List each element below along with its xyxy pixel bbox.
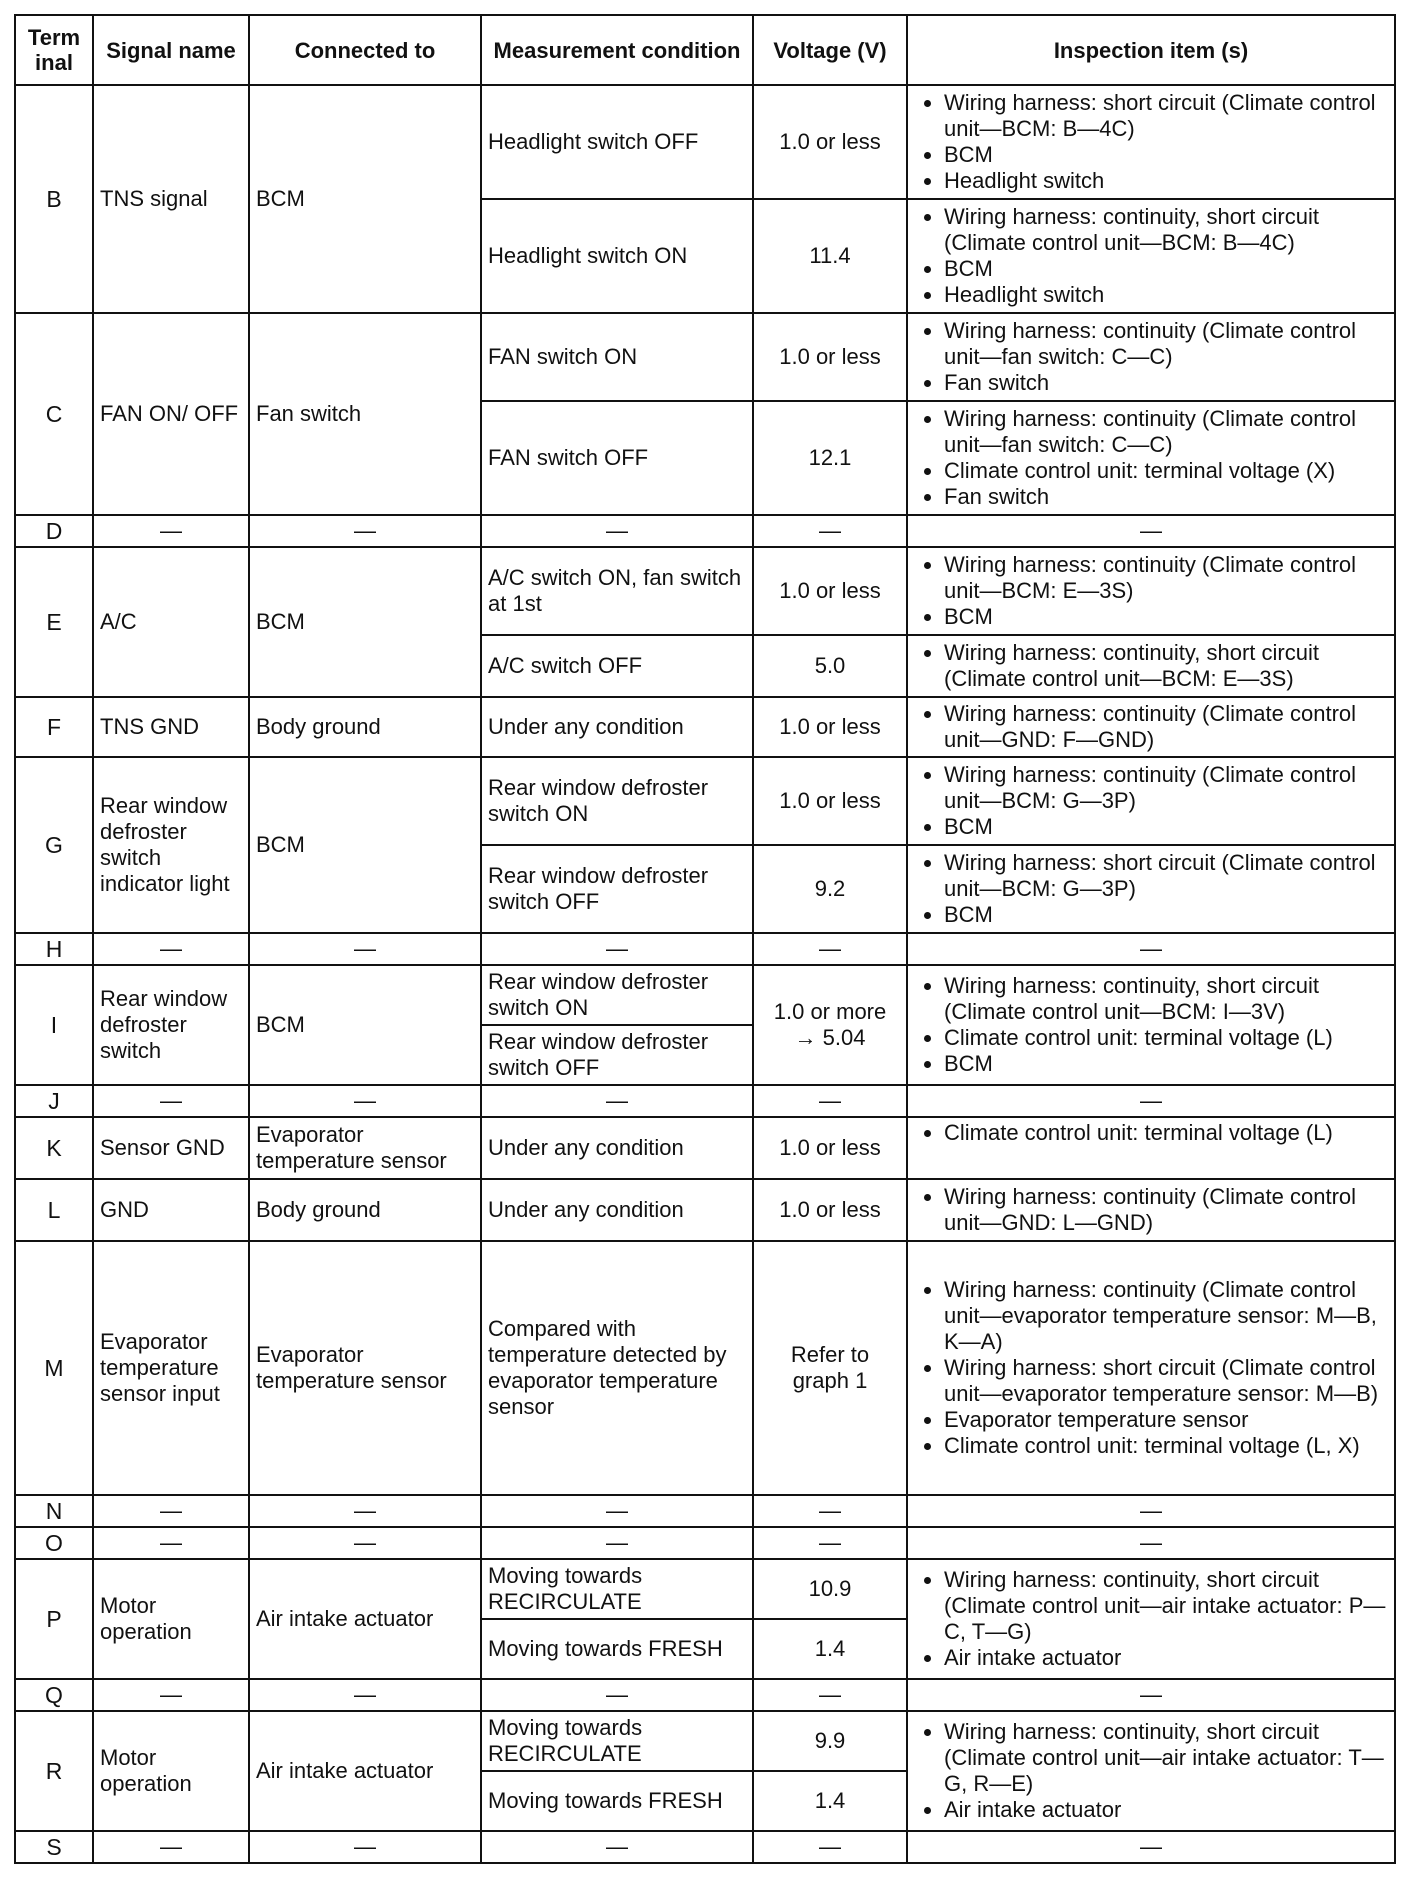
inspection-cell — [907, 965, 1395, 1085]
terminal-cell: E — [15, 547, 93, 697]
header-voltage: Voltage (V) — [753, 15, 907, 85]
inspection-cell — [907, 697, 1395, 757]
inspection-cell — [907, 1241, 1395, 1495]
voltage-cell: 11.4 — [753, 199, 907, 313]
dash-cell: — — [753, 1679, 907, 1711]
voltage-start: 1.0 or more — [773, 999, 887, 1024]
inspection-item: • Wiring harness: continuity (Climate control unit—GND: F—GND) — [944, 701, 1388, 753]
inspection-cell — [907, 635, 1395, 697]
dash-cell: — — [907, 933, 1395, 965]
header-connected-to: Connected to — [249, 15, 481, 85]
terminal-cell: S — [15, 1831, 93, 1863]
inspection-cell — [907, 1179, 1395, 1241]
table-row — [15, 313, 1395, 401]
inspection-item: • Wiring harness: short circuit (Climate control unit—BCM: B—4C) — [944, 90, 1388, 142]
inspection-item: • BCM — [944, 604, 1388, 630]
condition-cell: Headlight switch OFF — [481, 85, 753, 199]
terminal-cell: Q — [15, 1679, 93, 1711]
connected-to-cell: Body ground — [249, 1179, 481, 1241]
inspection-list — [914, 973, 1388, 1077]
signal-name-cell: TNS GND — [93, 697, 249, 757]
inspection-list — [914, 850, 1388, 928]
inspection-item: • Air intake actuator — [944, 1645, 1388, 1671]
dash-cell: — — [249, 933, 481, 965]
connected-to-cell: BCM — [249, 757, 481, 933]
terminal-cell: F — [15, 697, 93, 757]
connected-to-cell: Body ground — [249, 697, 481, 757]
voltage-cell: 5.0 — [753, 635, 907, 697]
inspection-list — [914, 1277, 1388, 1459]
inspection-list — [914, 318, 1388, 396]
inspection-item: • Wiring harness: continuity, short circuit (Climate control unit—BCM: E—3S) — [944, 640, 1388, 692]
voltage-cell: 1.4 — [753, 1771, 907, 1831]
dash-cell: — — [249, 1679, 481, 1711]
signal-name-cell: Motor operation — [93, 1559, 249, 1679]
dash-cell: — — [93, 1527, 249, 1559]
inspection-list — [914, 1120, 1388, 1146]
header-inspection-items: Inspection item (s) — [907, 15, 1395, 85]
inspection-cell — [907, 547, 1395, 635]
terminal-cell: I — [15, 965, 93, 1085]
table-row — [15, 547, 1395, 635]
terminal-cell: O — [15, 1527, 93, 1559]
signal-name-cell: FAN ON/ OFF — [93, 313, 249, 515]
signal-name-cell: Rear window defroster switch — [93, 965, 249, 1085]
dash-cell: — — [481, 1495, 753, 1527]
dash-cell: — — [753, 1831, 907, 1863]
inspection-item: • Climate control unit: terminal voltage (L) — [944, 1025, 1388, 1051]
voltage-cell: 10.9 — [753, 1559, 907, 1619]
terminal-cell: N — [15, 1495, 93, 1527]
inspection-list — [914, 90, 1388, 194]
voltage-cell: 1.0 or less — [753, 547, 907, 635]
dash-cell: — — [753, 1085, 907, 1117]
inspection-cell — [907, 1117, 1395, 1179]
inspection-item: • Headlight switch — [944, 168, 1388, 194]
voltage-cell: 1.0 or less — [753, 697, 907, 757]
inspection-list — [914, 1719, 1388, 1823]
condition-cell: Rear window defroster switch OFF — [481, 1025, 753, 1085]
table-row — [15, 1711, 1395, 1771]
table-row — [15, 933, 1395, 965]
table-row — [15, 85, 1395, 199]
inspection-item: • Fan switch — [944, 370, 1388, 396]
condition-cell: A/C switch OFF — [481, 635, 753, 697]
signal-name-cell: Sensor GND — [93, 1117, 249, 1179]
dash-cell: — — [481, 933, 753, 965]
table-row — [15, 1085, 1395, 1117]
connected-to-cell: BCM — [249, 547, 481, 697]
signal-name-cell: GND — [93, 1179, 249, 1241]
table-row — [15, 697, 1395, 757]
dash-cell: — — [93, 1831, 249, 1863]
terminal-voltage-table — [14, 14, 1396, 1864]
inspection-item: • Wiring harness: continuity, short circuit (Climate control unit—BCM: I—3V) — [944, 973, 1388, 1025]
table-row — [15, 1559, 1395, 1619]
condition-cell: Moving towards FRESH — [481, 1771, 753, 1831]
terminal-cell: K — [15, 1117, 93, 1179]
terminal-cell: P — [15, 1559, 93, 1679]
table-row — [15, 757, 1395, 845]
inspection-list — [914, 640, 1388, 692]
voltage-cell: 1.0 or less — [753, 85, 907, 199]
condition-cell: Under any condition — [481, 697, 753, 757]
dash-cell: — — [907, 1679, 1395, 1711]
condition-cell: Headlight switch ON — [481, 199, 753, 313]
table-row — [15, 965, 1395, 1025]
voltage-cell: 9.9 — [753, 1711, 907, 1771]
terminal-cell: C — [15, 313, 93, 515]
condition-cell: Rear window defroster switch ON — [481, 757, 753, 845]
dash-cell: — — [753, 933, 907, 965]
condition-cell: Under any condition — [481, 1117, 753, 1179]
inspection-item: • Wiring harness: short circuit (Climate control unit—evaporator temperature sensor: M—B) — [944, 1355, 1388, 1407]
inspection-item: • Fan switch — [944, 484, 1388, 510]
condition-cell: Compared with temperature detected by evaporator temperature sensor — [481, 1241, 753, 1495]
voltage-cell: 1.0 or less — [753, 1117, 907, 1179]
table-row — [15, 1241, 1395, 1495]
signal-name-cell: A/C — [93, 547, 249, 697]
terminal-cell: J — [15, 1085, 93, 1117]
dash-cell: — — [249, 515, 481, 547]
table-row — [15, 1495, 1395, 1527]
inspection-cell — [907, 199, 1395, 313]
dash-cell: — — [907, 1527, 1395, 1559]
connected-to-cell: Air intake actuator — [249, 1559, 481, 1679]
signal-name-cell: Evaporator temperature sensor input — [93, 1241, 249, 1495]
condition-cell: Rear window defroster switch OFF — [481, 845, 753, 933]
inspection-list — [914, 1184, 1388, 1236]
inspection-item: • Wiring harness: continuity, short circuit (Climate control unit—air intake actuator: P—C, T—G) — [944, 1567, 1388, 1645]
terminal-cell: L — [15, 1179, 93, 1241]
header-terminal: Term inal — [15, 15, 93, 85]
inspection-item: • Wiring harness: continuity (Climate control unit—fan switch: C—C) — [944, 318, 1388, 370]
terminal-cell: B — [15, 85, 93, 313]
inspection-list — [914, 701, 1388, 753]
inspection-item: • BCM — [944, 814, 1388, 840]
inspection-item: • Wiring harness: continuity (Climate control unit—fan switch: C—C) — [944, 406, 1388, 458]
connected-to-cell: Fan switch — [249, 313, 481, 515]
dash-cell: — — [753, 1527, 907, 1559]
inspection-cell — [907, 1559, 1395, 1679]
inspection-item: • Wiring harness: continuity (Climate control unit—BCM: G—3P) — [944, 762, 1388, 814]
condition-cell: Moving towards RECIRCULATE — [481, 1559, 753, 1619]
inspection-item: • BCM — [944, 1051, 1388, 1077]
connected-to-cell: Evaporator temperature sensor — [249, 1241, 481, 1495]
dash-cell: — — [907, 1831, 1395, 1863]
inspection-list — [914, 1567, 1388, 1671]
terminal-cell: M — [15, 1241, 93, 1495]
inspection-item: • Climate control unit: terminal voltage (L, X) — [944, 1433, 1388, 1459]
voltage-cell: 9.2 — [753, 845, 907, 933]
dash-cell: — — [907, 1495, 1395, 1527]
inspection-list — [914, 762, 1388, 840]
connected-to-cell: Evaporator temperature sensor — [249, 1117, 481, 1179]
condition-cell: Rear window defroster switch ON — [481, 965, 753, 1025]
terminal-voltage-document — [14, 14, 1394, 1864]
header-signal-name: Signal name — [93, 15, 249, 85]
dash-cell: — — [249, 1495, 481, 1527]
signal-name-cell: TNS signal — [93, 85, 249, 313]
connected-to-cell: Air intake actuator — [249, 1711, 481, 1831]
condition-cell: FAN switch OFF — [481, 401, 753, 515]
terminal-cell: H — [15, 933, 93, 965]
dash-cell: — — [481, 515, 753, 547]
inspection-cell — [907, 1711, 1395, 1831]
inspection-item: • BCM — [944, 256, 1388, 282]
terminal-cell: R — [15, 1711, 93, 1831]
dash-cell: — — [481, 1679, 753, 1711]
terminal-cell: D — [15, 515, 93, 547]
dash-cell: — — [481, 1527, 753, 1559]
voltage-cell: Refer to graph 1 — [753, 1241, 907, 1495]
dash-cell: — — [249, 1831, 481, 1863]
inspection-item: • Wiring harness: continuity (Climate control unit—evaporator temperature sensor: M—B, K—A) — [944, 1277, 1388, 1355]
dash-cell: — — [93, 1085, 249, 1117]
dash-cell: — — [481, 1085, 753, 1117]
table-row — [15, 1831, 1395, 1863]
table-row — [15, 1679, 1395, 1711]
voltage-cell: 1.0 or less — [753, 757, 907, 845]
inspection-cell — [907, 757, 1395, 845]
voltage-end: → 5.04 — [794, 1025, 866, 1050]
condition-cell: Under any condition — [481, 1179, 753, 1241]
dash-cell: — — [753, 1495, 907, 1527]
table-row — [15, 1179, 1395, 1241]
signal-name-cell: Rear window defroster switch indicator light — [93, 757, 249, 933]
voltage-cell — [753, 965, 907, 1085]
inspection-item: • Headlight switch — [944, 282, 1388, 308]
inspection-cell — [907, 85, 1395, 199]
dash-cell: — — [93, 1679, 249, 1711]
connected-to-cell: BCM — [249, 85, 481, 313]
inspection-item: • Wiring harness: continuity (Climate control unit—GND: L—GND) — [944, 1184, 1388, 1236]
condition-cell: A/C switch ON, fan switch at 1st — [481, 547, 753, 635]
header-measurement-condition: Measurement condition — [481, 15, 753, 85]
condition-cell: Moving towards RECIRCULATE — [481, 1711, 753, 1771]
inspection-item: • BCM — [944, 902, 1388, 928]
dash-cell: — — [93, 933, 249, 965]
dash-cell: — — [753, 515, 907, 547]
dash-cell: — — [907, 1085, 1395, 1117]
table-row — [15, 1117, 1395, 1179]
inspection-cell — [907, 313, 1395, 401]
voltage-cell: 12.1 — [753, 401, 907, 515]
condition-cell: FAN switch ON — [481, 313, 753, 401]
inspection-item: • BCM — [944, 142, 1388, 168]
dash-cell: — — [93, 1495, 249, 1527]
inspection-item: • Air intake actuator — [944, 1797, 1388, 1823]
inspection-item: • Wiring harness: continuity, short circuit (Climate control unit—air intake actuator: T—G, R—E) — [944, 1719, 1388, 1797]
dash-cell: — — [481, 1831, 753, 1863]
inspection-item: • Climate control unit: terminal voltage (L) — [944, 1120, 1388, 1146]
dash-cell: — — [249, 1085, 481, 1117]
inspection-item: • Wiring harness: continuity, short circuit (Climate control unit—BCM: B—4C) — [944, 204, 1388, 256]
inspection-cell — [907, 401, 1395, 515]
inspection-item: • Evaporator temperature sensor — [944, 1407, 1388, 1433]
inspection-item: • Wiring harness: short circuit (Climate control unit—BCM: G—3P) — [944, 850, 1388, 902]
inspection-cell — [907, 845, 1395, 933]
inspection-list — [914, 204, 1388, 308]
inspection-item: • Wiring harness: continuity (Climate control unit—BCM: E—3S) — [944, 552, 1388, 604]
connected-to-cell: BCM — [249, 965, 481, 1085]
inspection-list — [914, 406, 1388, 510]
voltage-cell: 1.0 or less — [753, 1179, 907, 1241]
voltage-cell: 1.0 or less — [753, 313, 907, 401]
table-row — [15, 515, 1395, 547]
table-row — [15, 1527, 1395, 1559]
dash-cell: — — [93, 515, 249, 547]
signal-name-cell: Motor operation — [93, 1711, 249, 1831]
condition-cell: Moving towards FRESH — [481, 1619, 753, 1679]
dash-cell: — — [249, 1527, 481, 1559]
terminal-cell: G — [15, 757, 93, 933]
voltage-cell: 1.4 — [753, 1619, 907, 1679]
dash-cell: — — [907, 515, 1395, 547]
inspection-list — [914, 552, 1388, 630]
inspection-item: • Climate control unit: terminal voltage (X) — [944, 458, 1388, 484]
header-row — [15, 15, 1395, 85]
